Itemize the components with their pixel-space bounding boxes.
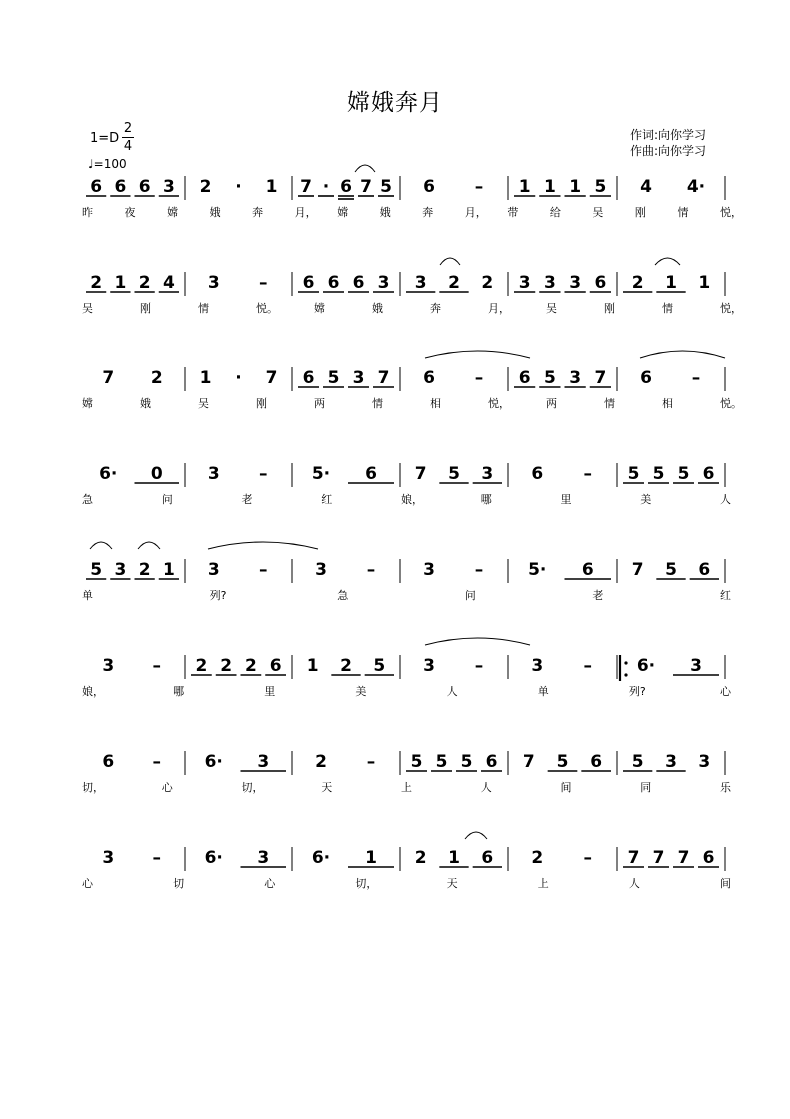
lyric: 人 [480,781,492,794]
lyric: 昨 [82,206,93,219]
note: 6 [698,560,711,580]
note: 2 [244,656,257,676]
lyric: 红 [321,493,333,506]
note: 3 [207,273,220,293]
lyric: 同 [640,781,652,794]
note: 3 [102,848,115,868]
note: – [259,273,268,293]
note: 7 [360,177,372,197]
note: 3 [377,273,390,293]
note: 7 [102,368,115,388]
note: 6 [702,464,715,484]
lyric: 问 [464,589,476,602]
note: · [322,177,330,197]
note: 3 [569,273,582,293]
note: 1 [543,177,556,197]
note: 3 [114,560,127,580]
note: – [152,848,161,868]
note: 3 [543,273,556,293]
quarter-note-icon: ♩ [88,157,94,171]
note: 2 [315,752,327,772]
lyric: 问 [161,493,173,506]
lyric: 吴 [592,206,604,219]
note: 5 [460,752,473,772]
lyric: 悦。 [720,397,742,410]
note: – [259,464,268,484]
note: 3 [207,464,220,484]
lyric: 刚 [140,302,151,315]
slur [355,165,375,172]
note: 3 [207,560,220,580]
slur [640,351,725,358]
note: 6 [365,464,377,484]
lyric: 两 [314,397,325,410]
lyric: 月， [488,302,510,315]
lyric: 切， [82,781,104,794]
lyric: 嫦 [314,302,325,315]
lyric: 老 [592,589,604,602]
note: 2 [138,273,151,293]
note: 7 [522,752,535,772]
note: 4 [162,273,175,293]
note: – [366,560,376,580]
note: 2 [220,656,233,676]
lyric: 乐 [720,781,731,794]
lyric: 急 [82,493,93,506]
note: 6 [138,177,151,197]
lyric: 情 [662,302,673,315]
lyric: 娥 [372,302,383,315]
note: – [583,848,592,868]
note: 1 [199,368,212,388]
note: 3 [414,273,427,293]
note: – [691,368,701,388]
note: 3 [531,656,544,676]
slur [425,351,530,358]
lyric: 奔 [422,206,434,219]
lyric: 人 [720,493,731,506]
note: 4· [686,177,706,197]
note: 3 [569,368,582,388]
lyric: 里 [560,493,572,506]
lyric: 刚 [634,206,646,219]
note: 3 [518,273,531,293]
lyric: 心 [82,877,93,890]
note: 3 [423,560,435,580]
note: 5· [528,560,547,580]
lyric: 娘， [401,493,423,506]
note: 6 [590,752,603,772]
note: 2 [531,848,544,868]
note: 3 [257,752,270,772]
lyric: 奔 [252,206,264,219]
note: 5 [373,656,386,676]
note: 2 [195,656,208,676]
note: 7 [631,560,644,580]
note: 5 [448,464,460,484]
note: 5 [556,752,569,772]
note: – [583,656,592,676]
time-signature-bottom: 4 [123,139,133,154]
note: 2 [199,177,212,197]
lyric: 哪 [173,685,185,698]
lyric: 嫦 [82,397,93,410]
lyric: 吴 [198,397,209,410]
lyric: 相 [430,397,441,410]
note: 1 [698,273,711,293]
lyric: 情 [372,397,383,410]
slur [90,542,112,549]
note: 7 [377,368,390,388]
note: 2 [414,848,427,868]
note: 3 [102,656,115,676]
note: 5 [652,464,665,484]
lyric: 月， [294,206,317,219]
lyric: 给 [549,206,561,219]
note: 1 [665,273,677,293]
lyric: 老 [241,493,253,506]
note: 6 [90,177,103,197]
note: 6 [581,560,594,580]
slur [465,832,487,839]
lyric: 嫦 [337,206,349,219]
song-title: 嫦娥奔月 [347,90,443,116]
note: 3 [352,368,365,388]
note: 6 [269,656,282,676]
note: – [152,752,161,772]
lyric: 红 [720,589,731,602]
note: 2 [631,273,644,293]
note: 6· [204,752,223,772]
lyric: 列? [209,589,227,602]
note: 6 [423,368,435,388]
lyric: 相 [662,397,673,410]
lyric: 刚 [256,397,267,410]
note: 5 [435,752,448,772]
note: 5 [594,177,607,197]
note: 2 [340,656,352,676]
note: 5· [311,464,331,484]
note: 6 [518,368,531,388]
note: 3 [665,752,677,772]
note: 1 [162,560,175,580]
note: 6 [302,368,315,388]
note: – [474,177,484,197]
note: 2 [481,273,494,293]
lyric: 单 [537,685,549,698]
note: 3 [698,752,711,772]
note: 5 [327,368,340,388]
composer: 作曲:向你学习 [630,144,707,158]
lyric: 吴 [546,302,557,315]
slur [425,638,530,645]
repeat-dot [624,673,627,676]
lyric: 吴 [82,302,93,315]
lyric: 悦， [488,397,510,410]
slur [138,542,160,549]
lyric: 月， [464,206,487,219]
lyric: 两 [546,397,557,410]
note: 5 [677,464,690,484]
note: 5 [543,368,556,388]
note: 3 [257,848,270,868]
note: 1 [114,273,127,293]
note: 2 [138,560,151,580]
lyric: 间 [560,781,572,794]
note: 1 [265,177,278,197]
lyric: 娥 [209,206,221,219]
note: 1 [518,177,531,197]
slur [208,542,318,549]
lyric: 娘， [82,685,104,698]
lyric: 娥 [140,397,151,410]
note: 2 [90,273,103,293]
note: 6 [114,177,127,197]
slur [655,258,680,265]
lyric: 急 [337,589,349,602]
note: 3 [481,464,494,484]
repeat-dot [624,661,627,664]
note: 6 [485,752,498,772]
lyric: 刚 [604,302,615,315]
note: 4 [640,177,652,197]
lyric: 天 [321,781,333,794]
note: 3 [162,177,175,197]
note: 7 [300,177,312,197]
note: 1 [306,656,319,676]
lyric: 单 [82,589,93,602]
slur [440,258,460,265]
note: 0 [150,464,163,484]
note: 6 [352,273,365,293]
lyric: 上 [537,877,549,890]
lyric: 嫦 [167,206,179,219]
tempo-value: =100 [93,157,127,171]
note: 7 [677,848,690,868]
lyric: 切 [173,877,185,890]
note: · [235,368,242,388]
lyric: 上 [401,781,412,794]
note: 6 [327,273,340,293]
note: – [152,656,161,676]
lyric: 哪 [480,493,492,506]
lyric: 情 [198,302,209,315]
note: 6 [102,752,115,772]
note: 1 [365,848,377,868]
note: – [474,656,484,676]
note: 5 [90,560,103,580]
lyric: 天 [446,877,458,890]
note: 6· [636,656,656,676]
note: 3 [423,656,435,676]
note: 5 [380,177,392,197]
note: 6 [302,273,315,293]
note: 5 [410,752,423,772]
lyricist: 作词:向你学习 [630,128,707,142]
lyric: 人 [628,877,640,890]
lyric: 心 [161,781,173,794]
note: 7 [594,368,607,388]
note: – [583,464,592,484]
note: 1 [448,848,460,868]
note: – [474,368,484,388]
lyric: 间 [720,877,731,890]
lyric: 夜 [124,206,136,219]
note: 5 [665,560,677,580]
note: · [235,177,242,197]
note: 6 [640,368,652,388]
note: 1 [569,177,582,197]
lyric: 心 [264,877,276,890]
lyric: 切， [241,781,264,794]
note: 6 [531,464,544,484]
note: 6· [99,464,118,484]
note: – [366,752,376,772]
lyric: 情 [604,397,615,410]
lyric: 娥 [379,206,391,219]
note: 7 [652,848,665,868]
note: 2 [448,273,460,293]
note: 7 [265,368,278,388]
time-signature-top: 2 [123,121,133,136]
note: 7 [627,848,640,868]
note: 5 [631,752,644,772]
note: 5 [627,464,640,484]
lyric: 切， [355,877,378,890]
note: 6 [594,273,607,293]
lyric: 美 [640,493,652,506]
note: 6· [204,848,223,868]
note: 7 [414,464,427,484]
note: 6 [340,177,352,197]
note: – [259,560,268,580]
note: 6· [311,848,331,868]
key-signature: 1=D [90,131,120,146]
note: 2 [150,368,163,388]
lyric: 情 [677,206,689,219]
note: 6 [702,848,715,868]
note: 6 [423,177,435,197]
lyric: 悦。 [256,302,278,315]
note: – [474,560,484,580]
lyric: 里 [264,685,276,698]
lyric: 美 [355,685,367,698]
note: 6 [481,848,494,868]
lyric: 悦， [720,302,742,315]
lyric: 心 [720,685,731,698]
note: 3 [315,560,327,580]
lyric: 列? [628,685,646,698]
note: 3 [690,656,702,676]
lyric: 带 [507,206,519,219]
lyric: 悦， [720,206,742,219]
lyric: 人 [446,685,458,698]
lyric: 奔 [430,302,441,315]
